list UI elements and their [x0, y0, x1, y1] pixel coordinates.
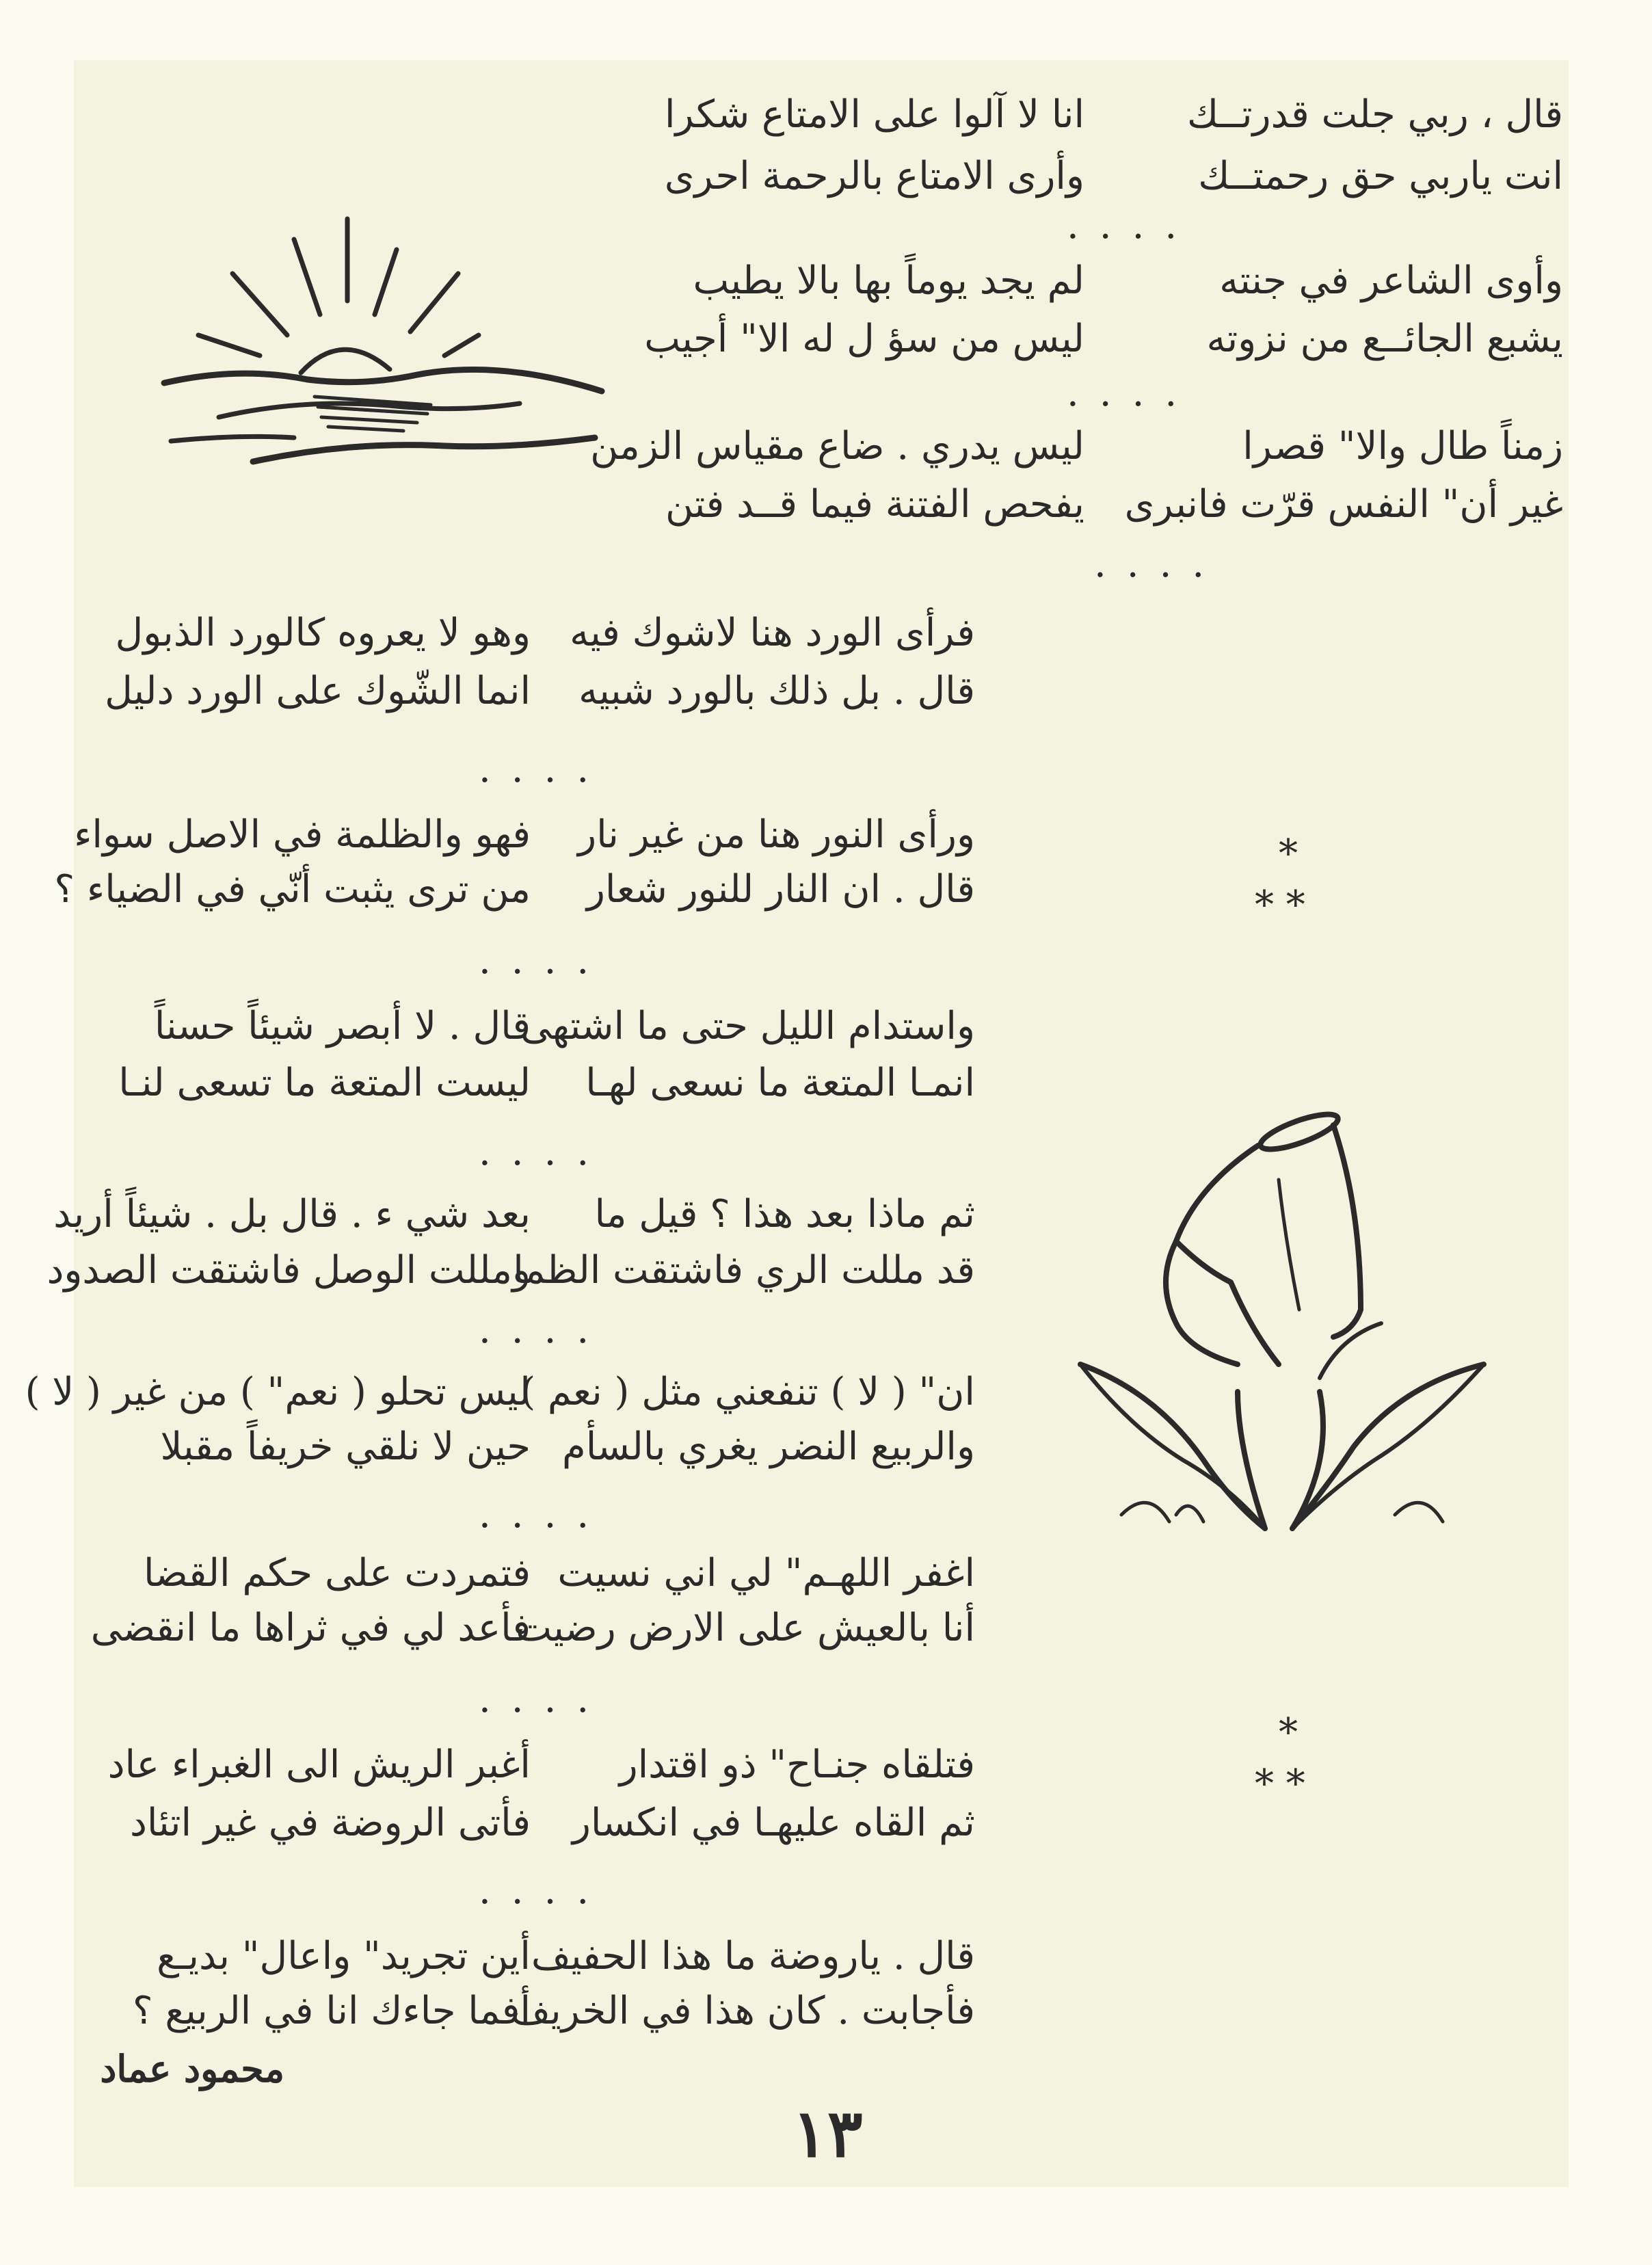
verse-right: قال . بل ذلك بالورد شبيه — [578, 669, 975, 713]
verse-left: قال . لا أبصر شيئاً حسناً — [154, 1004, 531, 1048]
verse-right: فرأى الورد هنا لاشوك فيه — [570, 611, 975, 655]
verse-left: لم يجد يوماً بها بالا يطيب — [693, 259, 1084, 303]
verse-right: والربيع النضر يغري بالسأم — [562, 1425, 975, 1469]
stars-ornament: * — [1279, 1710, 1298, 1755]
verse-left: أين تجريد" واعال" بديـع — [157, 1934, 531, 1978]
verse-left: وهو لا يعروه كالورد الذبول — [115, 611, 531, 655]
verse-left: يفحص الفتنة فيما قــد فتن — [665, 482, 1084, 527]
verse-right: يشبع الجائــع من نزوته — [1206, 317, 1563, 361]
verse-left: بعد شي ء . قال بل . شيئاً أريد — [53, 1192, 531, 1236]
stanza-separator: .... — [1067, 203, 1198, 248]
verse-right: انمـا المتعة ما نسعى لهـا — [585, 1061, 975, 1105]
verse-right: قد مللت الري فاشتقت الظما — [513, 1248, 975, 1293]
author-signature: محمود عماد — [100, 2047, 284, 2091]
verse-right: واستدام الليل حتى ما اشتهى — [520, 1004, 975, 1048]
verse-right: ورأى النور هنا من غير نار — [578, 812, 975, 857]
stanza-separator: .... — [479, 1130, 610, 1174]
verse-right: أنا بالعيش على الارض رضيت — [516, 1606, 975, 1650]
verse-right: ان" ( لا ) تنفعني مثل ( نعم ) — [520, 1370, 975, 1414]
verse-right: ثم ماذا بعد هذا ؟ قيل ما — [594, 1192, 975, 1236]
verse-left: انا لا آلوا على الامتاع شكرا — [664, 92, 1084, 137]
stars-ornament: * — [1279, 832, 1298, 876]
verse-left: انما الشّوك على الورد دليل — [105, 669, 531, 713]
verse-left: حين لا نلقي خريفاً مقبلا — [160, 1425, 531, 1469]
stanza-separator: .... — [479, 1677, 610, 1721]
stanza-separator: .... — [479, 1492, 610, 1537]
verse-right: وأوى الشاعر في جنته — [1219, 259, 1563, 303]
stanza-separator: .... — [479, 938, 610, 983]
verse-left: من ترى يثبت أنّي في الضياء ؟ — [54, 867, 531, 912]
verse-left: فهو والظلمة في الاصل سواء — [74, 812, 531, 857]
verse-left: وأرى الامتاع بالرحمة احرى — [664, 154, 1084, 198]
stanza-separator: .... — [1067, 371, 1198, 415]
verse-right: انت ياربي حق رحمتــك — [1198, 154, 1563, 198]
verse-right: قال . ياروضة ما هذا الحفيف — [531, 1934, 975, 1978]
verse-left: ليس تحلو ( نعم" ) من غير ( لا ) — [25, 1370, 531, 1414]
verse-right: فأجابت . كان هذا في الخريف — [511, 1989, 975, 2033]
stanza-separator: .... — [479, 1308, 610, 1352]
stars-ornament: * * — [1255, 1762, 1305, 1806]
verse-right: اغفر اللهـم" لي اني نسيت — [557, 1551, 975, 1595]
vase-flower-illustration — [1074, 1104, 1497, 1569]
verse-left: فأتى الروضة في غير اتئاد — [129, 1801, 531, 1845]
verse-left: فتمردت على حكم القضا — [143, 1551, 531, 1595]
verse-right: قال . ان النار للنور شعار — [586, 867, 975, 912]
stanza-separator: .... — [479, 747, 610, 791]
verse-left: ومللت الوصل فاشتقت الصدود — [46, 1248, 531, 1293]
verse-left: أغبر الريش الى الغبراء عاد — [107, 1743, 531, 1787]
verse-right: زمناً طال والا" قصرا — [1242, 424, 1563, 468]
verse-left: أفما جاءك انا في الربيع ؟ — [132, 1989, 531, 2033]
verse-left: ليس يدري . ضاع مقياس الزمن — [590, 424, 1084, 468]
verse-left: ليس من سؤ ل له الا" أجيب — [644, 317, 1084, 361]
stanza-separator: .... — [479, 1868, 610, 1913]
verse-left: فأعد لي في ثراها ما انقضى — [90, 1606, 531, 1650]
verse-right: قال ، ربي جلت قدرتــك — [1186, 92, 1563, 137]
verse-right: غير أن" النفس قرّت فانبرى — [1124, 482, 1563, 527]
verse-right: فتلقاه جنـاح" ذو اقتدار — [619, 1743, 975, 1787]
page-number: ١٣ — [792, 2095, 863, 2172]
stanza-separator: .... — [1094, 542, 1225, 586]
stars-ornament: * * — [1255, 883, 1305, 927]
sunrise-illustration — [157, 212, 609, 486]
verse-right: ثم القاه عليهـا في انكسار — [572, 1801, 975, 1845]
verse-left: ليست المتعة ما تسعى لنـا — [118, 1061, 531, 1105]
